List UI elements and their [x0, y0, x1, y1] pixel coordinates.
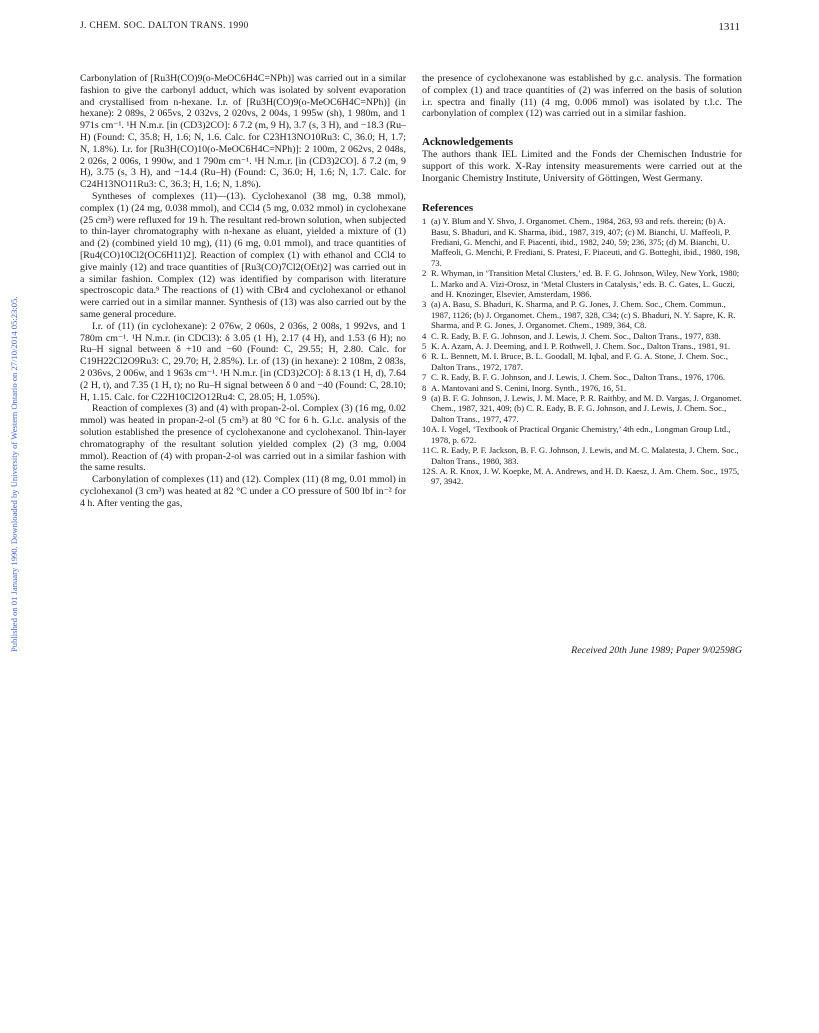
- paragraph-carbonylation: Carbonylation of [Ru3H(CO)9(o-MeOC6H4C=NPh)] was carried out in a similar fashion to give the carbonyl adduct, which was isolated by solvent evaporation and crystallised from n-hexane. I.r. of [Ru3H(CO)9(o-MeOC6H4C=NPh)] (in hexane): 2 089s, 2 065vs, 2 032vs, 2 020vs, 2 004s, 1 995w (sh), 1 980m, and 1 971s cm⁻¹. ¹H N.m.r. [in (CD3)2CO]: δ 7.2 (m, 9 H), 3.7 (s, 3 H), and −18.3 (Ru–H) (Found: C, 35.8; H, 1.6; N, 1.6. Calc. for C23H13NO10Ru3: C, 36.0; H, 1.7; N, 1.8%). I.r. for [Ru3H(CO)10(o-MeOC6H4C=NPh)]: 2 100m, 2 062vs, 2 048s, 2 026s, 2 006s, 1 990w, and 1 790m cm⁻¹. ¹H N.m.r. [in (CD3)2CO]. δ 7.2 (m, 9 H), 3.75 (s, 3 H), and −14.4 (Ru–H) (Found: C, 36.0; H, 1.6; N, 1.7. Calc. for C24H13NO11Ru3: C, 36.3; H, 1.6; N, 1.8%).: [80, 73, 406, 191]
- reference-item: 2 R. Whyman, in ‘Transition Metal Clusters,’ ed. B. F. G. Johnson, Wiley, New York, 1980; L. Marko and A. Vizi-Orosz, in ‘Metal Clusters in Catalysis,’ eds. B. C. Gates, L. Guczi, and H. Knozinger, Elsevier, Amsterdam, 1986.: [422, 268, 740, 300]
- reference-item: 11 C. R. Eady, P. F. Jackson, B. F. G. Johnson, J. Lewis, and M. C. Malatesta, J. Chem. Soc., Dalton Trans., 1980, 383.: [422, 445, 739, 466]
- received-date: Received 20th June 1989; Paper 9/02598G: [571, 645, 742, 656]
- acknowledgements-text: The authors thank IEL Limited and the Fonds der Chemischen Industrie for support of this work. X-Ray intensity measurements were carried out at the Inorganic Chemistry Institute, University of Göttingen, West Germany.: [422, 148, 742, 184]
- download-sidebar: [1, 182, 17, 652]
- paragraph-ir-data: I.r. of (11) (in cyclohexane): 2 076w, 2 060s, 2 036s, 2 008s, 1 992vs, and 1 780m cm⁻¹. ¹H N.m.r. (in CDCl3): δ 3.05 (1 H), 2.17 (4 H), and 1.53 (6 H); no Ru–H signal between δ +10 and −60 (Found: C, 29.55; H, 2.80. Calc. for C19H22Cl2O9Ru3: C, 29.70; H, 2.85%). I.r. of (13) (in hexane): 2 108m, 2 083s, 2 036vs, 2 006w, and 1 963s cm⁻¹. ¹H N.m.r. [in (CD3)2CO]: δ 8.13 (1 H, d), 7.64 (2 H, t), and 7.35 (1 H, t); no Ru–H signal between δ 0 and −40 (Found: C, 28.10; H, 1.15. Calc. for C22H10Cl2O12Ru4: C, 28.05; H, 1.05%).: [80, 320, 406, 403]
- paragraph-syntheses: Syntheses of complexes (11)—(13). Cyclohexanol (38 mg, 0.38 mmol), complex (1) (24 mg, 0.038 mmol), and CCl4 (5 mg, 0.032 mmol) in cyclohexane (25 cm³) were refluxed for 19 h. The resultant red-brown solution, when subjected to thin-layer chromatography with n-hexane as eluant, yielded a mixture of (1) and (2) (combined yield 10 mg), (11) (6 mg, 0.01 mmol), and trace quantities of [Ru4(CO)10Cl2(OC6H11)2]. Reaction of complex (1) with ethanol and CCl4 to give mainly (12) and trace quantities of [Ru3(CO)7Cl2(OEt)2] was carried out in a similar fashion. Complex (12) was identified by comparison with literature spectroscopic data.⁹ The reactions of (1) with CBr4 and cyclohexanol or ethanol were carried out in a similar manner. Synthesis of (13) was also carried out by the same general procedure.: [80, 190, 406, 320]
- right-column: [422, 73, 742, 487]
- paragraph-continuation: the presence of cyclohexanone was established by g.c. analysis. The formation of complex (1) and trace quantities of (2) was inferred on the basis of solution i.r. spectra and finally (11) (4 mg, 0.006 mmol) was isolated by t.l.c. The carbonylation of complex (12) was carried out in a similar fashion.: [422, 73, 742, 120]
- paragraph-propan-2-ol: Reaction of complexes (3) and (4) with propan-2-ol. Complex (3) (16 mg, 0.02 mmol) was heated in propan-2-ol (5 cm³) at 80 °C for 6 h. G.l.c. analysis of the solution established the presence of cyclohexanone and cyclohexanol. Thin-layer chromatography of the resultant solution yielded complex (2) (3 mg, 0.004 mmol). Reaction of (4) with propan-2-ol was carried out in a similar fashion with the same results.: [80, 403, 406, 474]
- reference-item: 9 (a) B. F. G. Johnson, J. Lewis, J. M. Mace, P. R. Raithby, and M. D. Vargas, J. Organomet. Chem., 1987, 321, 409; (b) C. R. Eady, B. F. G. Johnson, and J. Lewis, J. Chem. Soc., Dalton Trans., 1977, 477.: [422, 393, 742, 424]
- reference-item: 12 S. A. R. Knox, J. W. Koepke, M. A. Andrews, and H. D. Kaesz, J. Am. Chem. Soc., 1975, 97, 3942.: [422, 465, 740, 487]
- reference-item: 4 C. R. Eady, B. F. G. Johnson, and J. Lewis, J. Chem. Soc., Dalton Trans., 1977, 838.: [422, 330, 721, 341]
- left-column: [80, 73, 406, 509]
- reference-item: 3 (a) A. Basu, S. Bhaduri, K. Sharma, and P. G. Jones, J. Chem. Soc., Chem. Commun., 1987, 1126; (b) J. Organomet. Chem., 1987, 328, C34; (c) S. Bhaduri, N. Y. Sapre, K. R. Sharma, and P. G. Jones, J. Organomet. Chem., 1989, 364, C8.: [422, 299, 736, 331]
- reference-item: 10 A. I. Vogel, ‘Textbook of Practical Organic Chemistry,’ 4th edn., Longman Group Ltd., 1978, p. 672.: [422, 424, 731, 445]
- reference-item: 1 (a) Y. Blum and Y. Shvo, J. Organomet. Chem., 1984, 263, 93 and refs. therein; (b) A. Basu, S. Bhaduri, and K. Sharma, ibid., 1987, 319, 407; (c) M. Bianchi, U. Maffeoli, P. Frediani, G. Menchi, and F. Piacenti, ibid., 1982, 240, 59; 236, 375; (d) M. Bianchi, U. Maffeoli, G. Menchi, P. Frediani, S. Pratesi, F. Piaceuti, and G. Botteghi, ibid., 1980, 198, 73.: [422, 216, 740, 268]
- reference-item: 8 A. Mantovani and S. Cenini, Inorg. Synth., 1976, 16, 51.: [422, 382, 627, 393]
- reference-item: 6 R. L. Bennett, M. I. Bruce, B. L. Goodall, M. Iqbal, and F. G. A. Stone, J. Chem. Soc., Dalton Trans., 1972, 1787.: [422, 351, 728, 372]
- references-list: [422, 216, 742, 487]
- reference-item: 5 K. A. Azam, A. J. Deeming, and I. P. Rothwell, J. Chem. Soc., Dalton Trans., 1981, 91.: [422, 341, 731, 352]
- page-number: 1311: [718, 21, 740, 33]
- reference-item: 7 C. R. Eady, B. F. G. Johnson, and J. Lewis, J. Chem. Soc., Dalton Trans., 1976, 1706.: [422, 372, 726, 383]
- acknowledgements-heading: Acknowledgements: [422, 136, 514, 149]
- page-header: [80, 21, 740, 37]
- paragraph-carbonylation-11-12: Carbonylation of complexes (11) and (12). Complex (11) (8 mg, 0.01 mmol) in cyclohexanol (3 cm³) was heated at 82 °C under a CO pressure of 500 lbf in⁻² for 4 h. After venting the gas,: [80, 474, 406, 509]
- references-heading: References: [422, 202, 474, 215]
- journal-title: J. CHEM. SOC. DALTON TRANS. 1990: [80, 21, 249, 31]
- download-notice-link[interactable]: Published on 01 January 1990. Downloaded by University of Western Ontario on 27/10/2014 05:23:05.: [9, 296, 19, 652]
